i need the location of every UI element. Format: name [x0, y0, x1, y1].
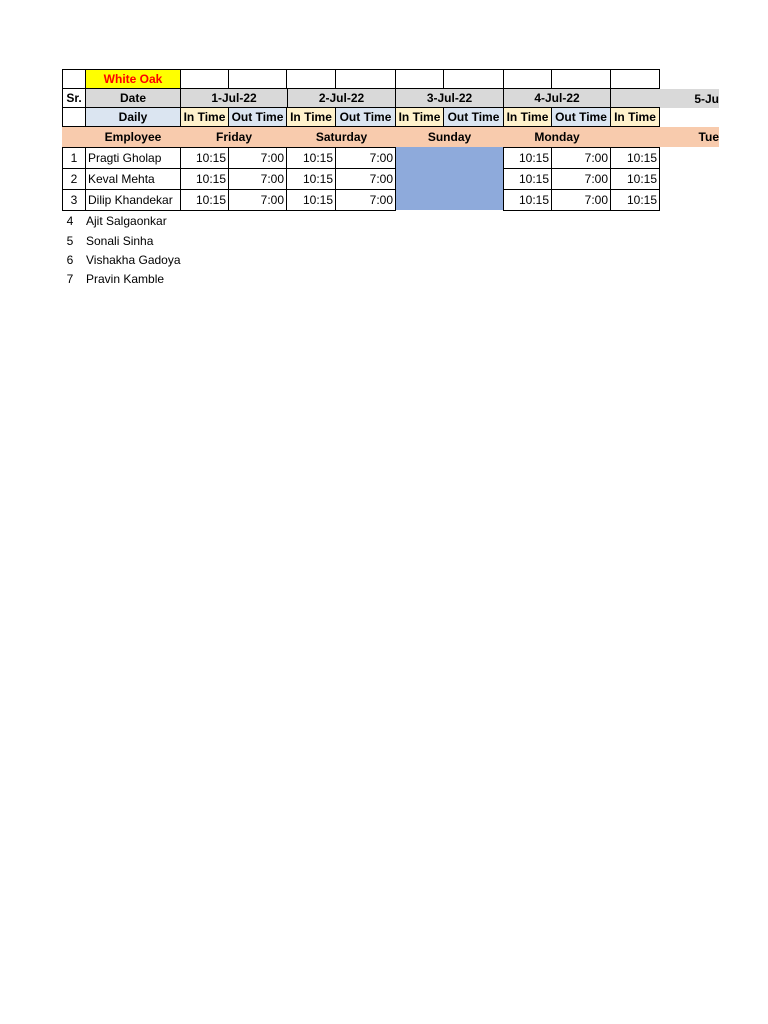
out-time-header[interactable]: Out Time — [551, 107, 611, 127]
date-cell[interactable]: 4-Jul-22 — [503, 88, 611, 108]
employee-name-cell[interactable]: Sonali Sinha — [86, 234, 154, 248]
time-cell[interactable]: 7:00 — [335, 168, 396, 190]
time-cell[interactable]: 10:15 — [180, 147, 229, 169]
sr-cell[interactable]: 5 — [66, 234, 74, 248]
day-cell[interactable]: Saturday — [287, 127, 396, 147]
employee-name-cell[interactable]: Dilip Khandekar — [85, 189, 181, 211]
time-cell[interactable]: 7:00 — [551, 147, 611, 169]
time-cell[interactable]: 10:15 — [610, 189, 660, 211]
date-cell[interactable]: 3-Jul-22 — [395, 88, 504, 108]
day-cell[interactable]: Friday — [180, 127, 288, 147]
in-time-header[interactable]: In Time — [610, 107, 660, 127]
employee-name-cell[interactable]: Keval Mehta — [85, 168, 181, 190]
sr-cell[interactable]: 1 — [62, 147, 86, 169]
blank-cell[interactable] — [286, 69, 336, 89]
blank-cell[interactable] — [395, 69, 444, 89]
blank-cell[interactable] — [610, 69, 660, 89]
time-cell[interactable]: 10:15 — [286, 147, 336, 169]
time-cell[interactable]: 10:15 — [180, 168, 229, 190]
daily-header[interactable]: Daily — [85, 107, 181, 127]
time-cell[interactable]: 10:15 — [286, 168, 336, 190]
blank-cell[interactable] — [62, 127, 86, 147]
in-time-header[interactable]: In Time — [503, 107, 552, 127]
blank-cell[interactable] — [443, 69, 504, 89]
company-name-cell[interactable]: White Oak — [85, 69, 181, 89]
sunday-holiday-block[interactable] — [396, 147, 503, 210]
day-cell[interactable]: Monday — [503, 127, 611, 147]
time-cell[interactable]: 7:00 — [228, 147, 287, 169]
attendance-sheet — [62, 69, 768, 319]
date-header[interactable]: Date — [85, 88, 181, 108]
time-cell[interactable]: 10:15 — [610, 147, 660, 169]
blank-cell[interactable] — [335, 69, 396, 89]
out-time-header[interactable]: Out Time — [443, 107, 504, 127]
sr-header[interactable]: Sr. — [62, 88, 86, 108]
date-cell[interactable]: 2-Jul-22 — [287, 88, 396, 108]
sr-cell[interactable]: 2 — [62, 168, 86, 190]
time-cell[interactable]: 10:15 — [180, 189, 229, 211]
day-cell-partial[interactable]: Tue — [611, 127, 719, 147]
in-time-header[interactable]: In Time — [180, 107, 229, 127]
out-time-header[interactable]: Out Time — [335, 107, 396, 127]
time-cell[interactable]: 7:00 — [335, 147, 396, 169]
in-time-header[interactable]: In Time — [395, 107, 444, 127]
time-cell[interactable]: 10:15 — [503, 189, 552, 211]
day-cell[interactable]: Sunday — [395, 127, 504, 147]
sr-cell[interactable]: 7 — [66, 272, 74, 286]
cell-a1[interactable] — [62, 69, 86, 89]
sr-cell[interactable]: 3 — [62, 189, 86, 211]
blank-cell[interactable] — [503, 69, 552, 89]
in-time-header[interactable]: In Time — [286, 107, 336, 127]
employee-name-cell[interactable]: Ajit Salgaonkar — [86, 214, 167, 228]
time-cell[interactable]: 7:00 — [228, 168, 287, 190]
sr-cell[interactable]: 6 — [66, 253, 74, 267]
time-cell[interactable]: 10:15 — [503, 147, 552, 169]
time-cell[interactable]: 10:15 — [503, 168, 552, 190]
blank-cell[interactable] — [180, 69, 229, 89]
blank-cell[interactable] — [62, 107, 86, 127]
blank-cell[interactable] — [551, 69, 611, 89]
employee-name-cell[interactable]: Vishakha Gadoya — [86, 253, 181, 267]
time-cell[interactable]: 7:00 — [335, 189, 396, 211]
time-cell[interactable]: 7:00 — [228, 189, 287, 211]
sr-cell[interactable]: 4 — [66, 214, 74, 228]
out-time-header[interactable]: Out Time — [228, 107, 287, 127]
time-cell[interactable]: 7:00 — [551, 189, 611, 211]
employee-name-cell[interactable]: Pragti Gholap — [85, 147, 181, 169]
time-cell[interactable]: 10:15 — [286, 189, 336, 211]
employee-header[interactable]: Employee — [85, 127, 181, 147]
time-cell[interactable]: 10:15 — [610, 168, 660, 190]
blank-cell[interactable] — [228, 69, 287, 89]
employee-name-cell[interactable]: Pravin Kamble — [86, 272, 165, 286]
date-cell[interactable]: 1-Jul-22 — [180, 88, 288, 108]
time-cell[interactable]: 7:00 — [551, 168, 611, 190]
date-cell-partial[interactable]: 5-Ju — [611, 89, 719, 108]
